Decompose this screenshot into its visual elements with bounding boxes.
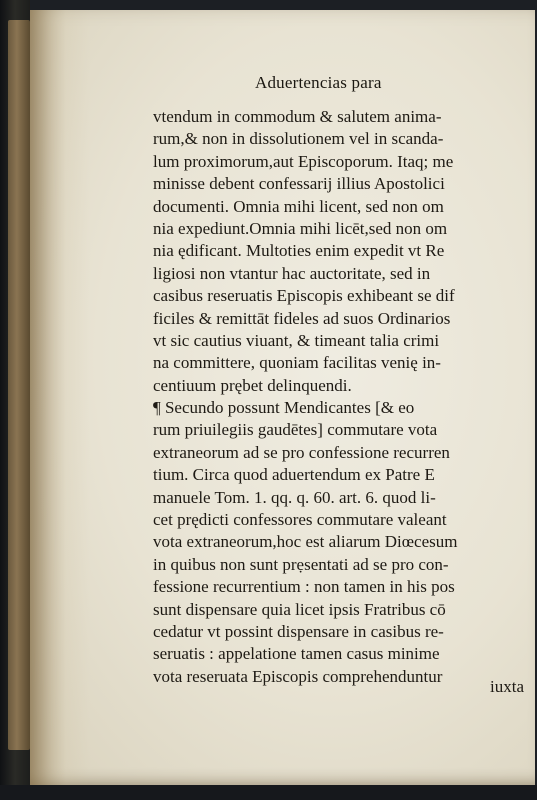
- text-line: rum priuilegiis gaudētes] commutare vota: [153, 420, 438, 440]
- text-line: rum,& non in dissolutionem vel in scanda-: [153, 129, 444, 149]
- bottom-shadow: [0, 785, 537, 800]
- text-line: fessione recurrentium : non tamen in his pos: [153, 577, 455, 597]
- text-line: extraneorum ad se pro confessione recurren: [153, 442, 450, 462]
- page-gutter-shadow: [30, 10, 90, 785]
- text-line: nia ędificant. Multoties enim expedit vt Re: [153, 241, 445, 261]
- body-text: [153, 106, 531, 688]
- text-line: cet prędicti confessores commutare valeant: [153, 510, 447, 530]
- text-line: seruatis : appelatione tamen casus minime: [153, 644, 440, 664]
- text-line: sunt dispensare quia licet ipsis Fratribus cō: [153, 599, 446, 619]
- text-line: ligiosi non vtantur hac auctoritate, sed in: [153, 263, 431, 283]
- running-head: Aduertencias para: [255, 73, 382, 92]
- text-line: minisse debent confessarij illius Apostolici: [153, 174, 445, 194]
- text-line: ficiles & remittāt fideles ad suos Ordinarios: [153, 308, 451, 328]
- text-line: manuele Tom. 1. qq. q. 60. art. 6. quod li-: [153, 487, 436, 507]
- text-line: vota reseruata Episcopis comprehenduntur: [153, 666, 443, 686]
- text-line: casibus reseruatis Episcopis exhibeant se dif: [153, 286, 455, 306]
- book-spine: [8, 20, 30, 750]
- text-line: lum proximorum,aut Episcoporum. Itaq; me: [153, 151, 454, 171]
- text-line: vtendum in commodum & salutem anima-: [153, 107, 442, 126]
- catchword: iuxta: [490, 677, 524, 696]
- text-line: vota extraneorum,hoc est aliarum Diœcesum: [153, 532, 458, 552]
- text-line: na committere, quoniam facilitas venię in-: [153, 353, 441, 373]
- text-line: vt sic cautius viuant, & timeant talia crimi: [153, 330, 440, 350]
- text-line: documenti. Omnia mihi licent, sed non om: [153, 196, 444, 216]
- text-line: centiuum prębet delinquendi.: [153, 375, 352, 395]
- text-line: cedatur vt possint dispensare in casibus re-: [153, 621, 444, 641]
- text-line: nia expediunt.Omnia mihi licēt,sed non om: [153, 218, 448, 238]
- text-line: in quibus non sunt prẹsentati ad se pro con-: [153, 554, 449, 574]
- text-line: tium. Circa quod aduertendum ex Patre E: [153, 465, 435, 485]
- text-line: ¶ Secundo possunt Mendicantes [& eo: [153, 398, 415, 418]
